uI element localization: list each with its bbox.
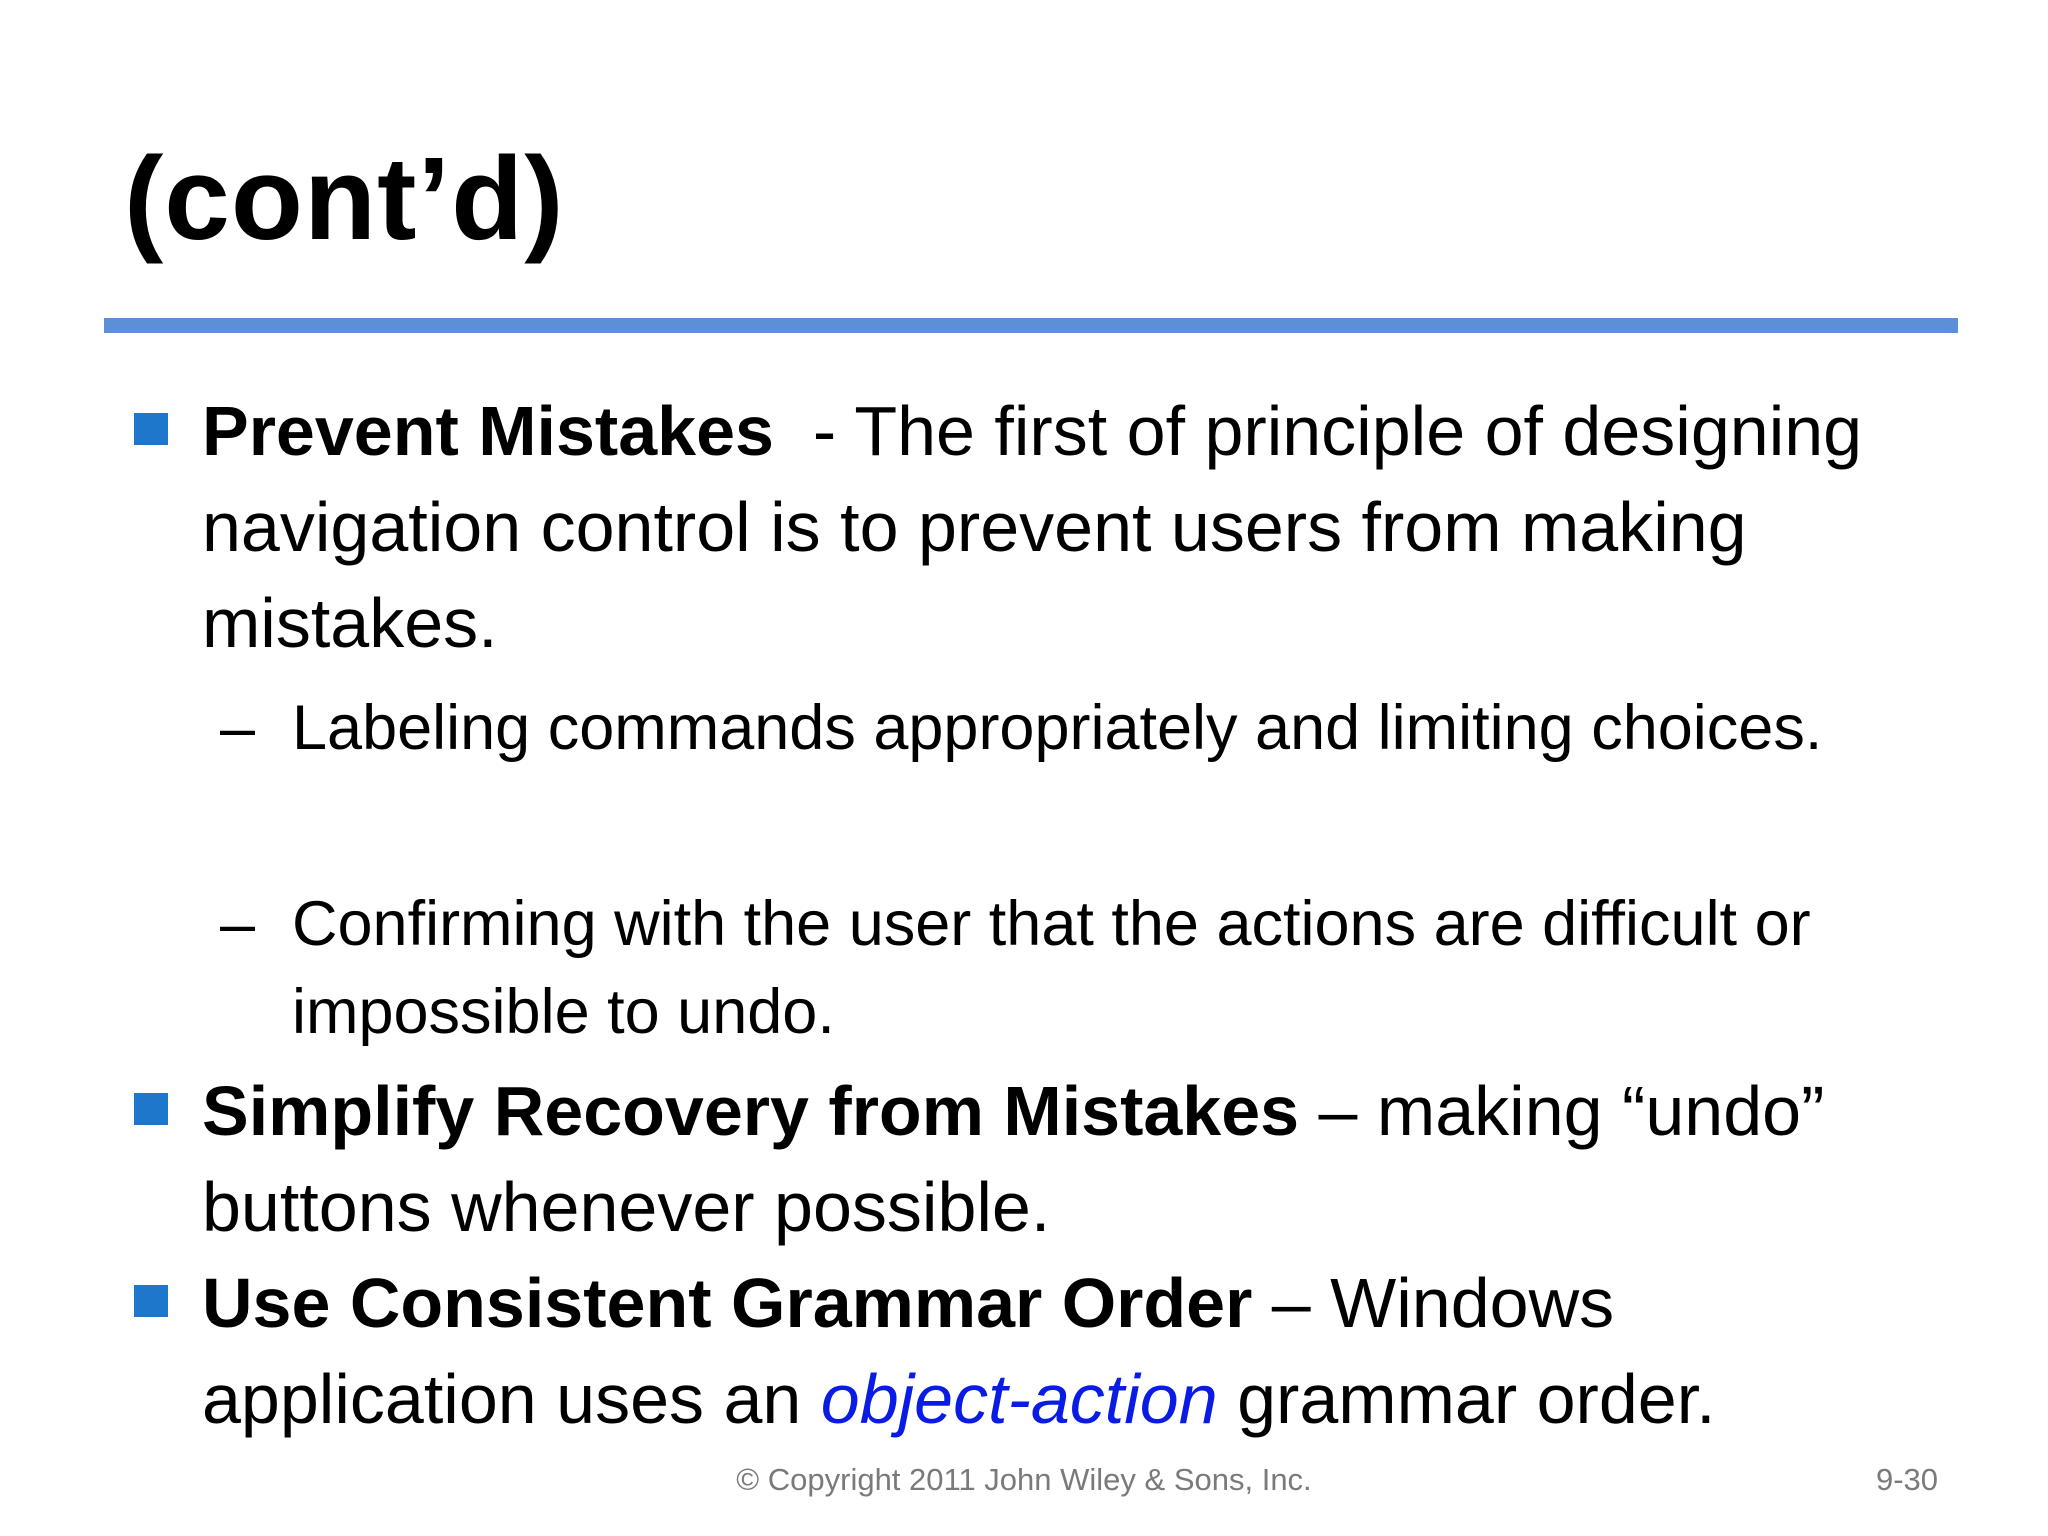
square-bullet-icon <box>134 413 168 445</box>
dash-bullet-icon: – <box>220 889 256 959</box>
bullet-grammar-order <box>202 1255 1942 1447</box>
sub-bullet-confirming <box>220 880 1972 1056</box>
square-bullet-icon <box>134 1093 168 1125</box>
bullet-heading: Use Consistent Grammar Order <box>202 1264 1253 1342</box>
slide-title: (cont’d) <box>124 133 565 265</box>
page-number: 9-30 <box>1875 1462 1938 1497</box>
sub-bullet-text: Confirming with the user that the actions are difficult or impossible to undo. <box>292 889 1811 1047</box>
square-bullet-icon <box>134 1285 168 1317</box>
bullet-text-before: – Windows application uses an <box>202 1264 1634 1438</box>
bullet-heading: Simplify Recovery from Mistakes <box>202 1072 1300 1150</box>
bullet-text: – making “undo” buttons whenever possible. <box>202 1072 1844 1246</box>
bullet-text-after: grammar order. <box>1217 1360 1716 1438</box>
footer-copyright: © Copyright 2011 John Wiley & Sons, Inc. <box>736 1462 1312 1497</box>
title-divider <box>104 318 1958 333</box>
bullet-text: - The first of principle of designing navigation control is to prevent users from making mistakes. <box>202 392 1882 662</box>
sub-bullet-text: Labeling commands appropriately and limiting choices. <box>292 693 1823 763</box>
sub-bullet-labeling <box>220 684 1972 772</box>
emphasis-object-action: object-action <box>820 1360 1218 1438</box>
dash-bullet-icon: – <box>220 693 256 763</box>
bullet-simplify-recovery <box>202 1063 1942 1255</box>
bullet-heading: Prevent Mistakes <box>202 392 774 470</box>
bullet-prevent-mistakes <box>202 383 1942 671</box>
